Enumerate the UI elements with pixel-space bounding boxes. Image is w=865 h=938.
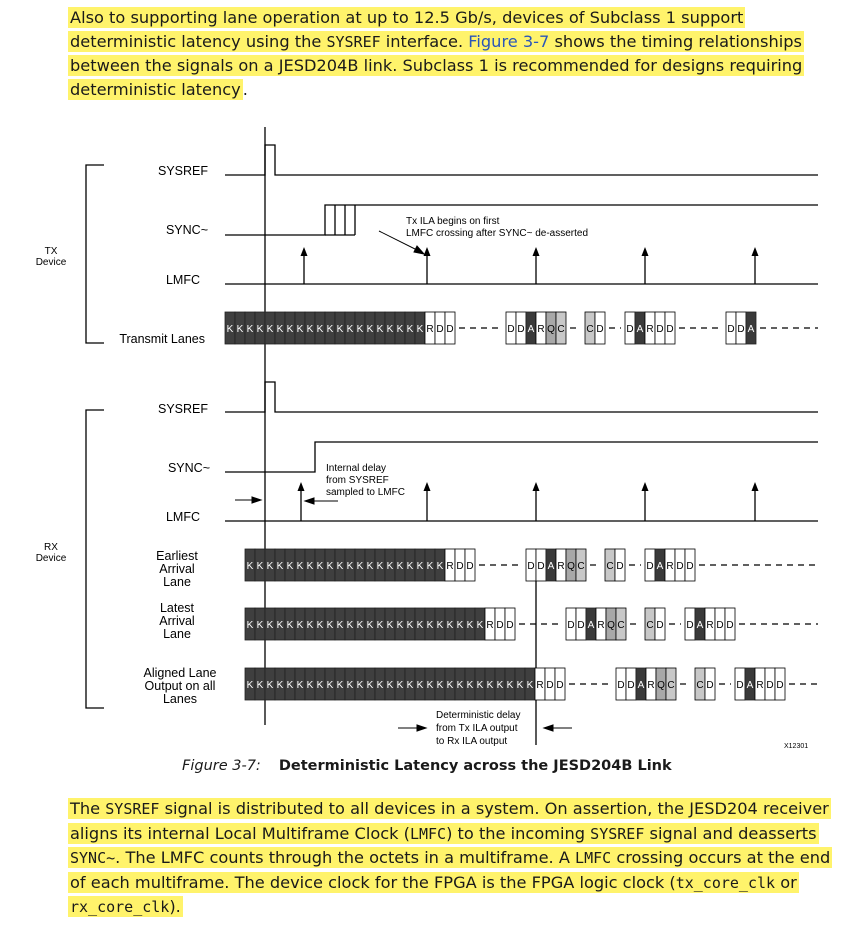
lmfc-pulse-icon <box>424 482 431 491</box>
earliest-arrival-stream <box>245 549 818 581</box>
octet-label: D <box>666 324 674 335</box>
intro-text: Also to supporting lane operation at up to 12.5 Gb/s, devices of Subclass 1 support deterministic latency using the <box>70 8 744 51</box>
octet-label: K <box>416 324 424 335</box>
octet-label: D <box>506 620 514 631</box>
tx-sysref-label: SYSREF <box>157 164 208 178</box>
octet-label: C <box>617 620 625 631</box>
octet-label: D <box>766 680 774 691</box>
octet-label: D <box>706 680 714 691</box>
p2-text-1: The <box>70 799 106 818</box>
octet-label: K <box>226 324 234 335</box>
octet-label: A <box>547 561 555 572</box>
latest-arrival-stream <box>245 608 818 640</box>
p2-code-lmfc-2: LMFC <box>575 849 612 867</box>
octet-label: K <box>246 561 254 572</box>
octet-label: Q <box>547 324 555 335</box>
octet-label: D <box>556 680 564 691</box>
octet-label: K <box>326 324 334 335</box>
octet-label: K <box>246 620 254 631</box>
octet-label: K <box>266 324 274 335</box>
octet-label: K <box>416 620 424 631</box>
internal-delay-annotation: Internal delay from SYSREF sampled to LMFC <box>326 463 405 498</box>
octet-label: D <box>446 324 454 335</box>
octet-label: D <box>577 620 585 631</box>
octet-label: K <box>366 324 374 335</box>
octet-label: K <box>326 620 334 631</box>
p2-code-tx-clk: tx_core_clk <box>675 873 776 892</box>
lmfc-pulse-icon <box>752 247 759 256</box>
octet-label: R <box>426 324 434 335</box>
p2-text-8: ). <box>169 897 181 916</box>
octet-label: K <box>386 324 394 335</box>
octet-label: K <box>386 620 394 631</box>
p2-code-lmfc: LMFC <box>409 824 447 843</box>
tx-sync-label: SYNC~ <box>165 223 208 237</box>
octet-label: K <box>296 324 304 335</box>
octet-label: A <box>587 620 595 631</box>
octet-label: K <box>456 680 464 691</box>
octet-label: K <box>426 680 434 691</box>
octet-label: C <box>646 620 654 631</box>
octet-label: D <box>727 324 735 335</box>
octet-label: K <box>376 324 384 335</box>
octet-label: C <box>606 561 614 572</box>
octet-label: K <box>356 561 364 572</box>
octet-label: K <box>406 324 414 335</box>
octet-label: K <box>366 620 374 631</box>
octet-label: K <box>386 561 394 572</box>
octet-label: K <box>276 561 284 572</box>
octet-label: K <box>256 324 264 335</box>
lmfc-pulse-icon <box>533 482 540 491</box>
p2-code-sync: SYNC~ <box>70 849 116 867</box>
rx-bracket <box>86 410 104 708</box>
octet-label: K <box>306 561 314 572</box>
p2-text-2: signal is distributed to all devices in a system. On assertion, the JESD204 receiver aligns its internal Local Multiframe Clock ( <box>70 799 829 843</box>
tx-device-label: TX Device <box>35 246 67 268</box>
tx-lmfc-label: LMFC <box>165 273 200 287</box>
octet-label: K <box>516 680 524 691</box>
tx-lmfc-pulses <box>301 247 759 284</box>
octet-label: K <box>336 620 344 631</box>
intro-paragraph <box>68 6 838 101</box>
figure-number: Figure 3-7: <box>182 758 261 774</box>
lmfc-pulse-icon <box>298 482 305 491</box>
rx-lmfc-label: LMFC <box>165 510 200 524</box>
octet-label: R <box>646 324 654 335</box>
octet-label: K <box>296 561 304 572</box>
octet-label: K <box>416 561 424 572</box>
deterministic-delay-annotation: Deterministic delay from Tx ILA output to Rx ILA output <box>436 710 521 747</box>
octet-label: K <box>356 324 364 335</box>
lmfc-pulse-icon <box>533 247 540 256</box>
rx-sync-label: SYNC~ <box>167 461 210 475</box>
octet-label: D <box>507 324 515 335</box>
octet-label: C <box>577 561 585 572</box>
tx-ila-annotation: Tx ILA begins on first LMFC crossing after SYNC~ de-asserted <box>406 216 589 239</box>
tx-sysref-wave <box>225 145 818 175</box>
octet-label: K <box>496 680 504 691</box>
octet-label: D <box>546 680 554 691</box>
octet-label: K <box>346 620 354 631</box>
octet-label: K <box>416 680 424 691</box>
octet-label: K <box>396 324 404 335</box>
octet-label: K <box>266 680 274 691</box>
octet-label: A <box>636 324 644 335</box>
octet-label: D <box>626 324 634 335</box>
figure-id: X12301 <box>784 743 809 750</box>
intro-text-3: shows the timing relationships between the signals on a JESD204B link. Subclass 1 is recommended for designs requiring deterministic latency <box>70 31 803 99</box>
p2-code-rx-clk: rx_core_clk <box>70 898 170 916</box>
octet-label: K <box>376 561 384 572</box>
octet-label: K <box>476 680 484 691</box>
octet-label: A <box>746 680 754 691</box>
octet-label: K <box>426 561 434 572</box>
octet-label: R <box>557 561 565 572</box>
figure-link[interactable]: Figure 3-7 <box>468 31 550 51</box>
octet-label: K <box>526 680 534 691</box>
octet-label: K <box>246 680 254 691</box>
octet-label: K <box>316 324 324 335</box>
octet-label: D <box>716 620 724 631</box>
octet-label: R <box>446 561 454 572</box>
octet-label: K <box>396 620 404 631</box>
octet-label: R <box>756 680 764 691</box>
octet-label: D <box>676 561 684 572</box>
octet-label: Q <box>607 620 615 631</box>
octet-label: K <box>256 680 264 691</box>
octet-label: R <box>537 324 545 335</box>
octet-label: K <box>356 680 364 691</box>
octet-label: Q <box>567 561 575 572</box>
octet-label: K <box>276 620 284 631</box>
octet-label: K <box>376 680 384 691</box>
octet-label: K <box>396 680 404 691</box>
octet-label: D <box>436 324 444 335</box>
octet-label: D <box>686 561 694 572</box>
octet-label: A <box>747 324 755 335</box>
lmfc-pulse-icon <box>301 247 308 256</box>
octet-label: D <box>466 561 474 572</box>
lmfc-pulse-icon <box>642 247 649 256</box>
octet-label: R <box>706 620 714 631</box>
octet-label: K <box>306 680 314 691</box>
octet-label: K <box>376 620 384 631</box>
octet-label: D <box>737 324 745 335</box>
octet-label: K <box>466 680 474 691</box>
octet-label: K <box>296 620 304 631</box>
transmit-lanes-stream <box>225 312 818 344</box>
octet-label: K <box>246 324 254 335</box>
octet-label: K <box>336 561 344 572</box>
octet-label: K <box>406 561 414 572</box>
lmfc-pulse-icon <box>642 482 649 491</box>
octet-label: D <box>456 561 464 572</box>
aligned-lane-label: Aligned Lane Output on all Lanes <box>143 666 217 706</box>
octet-label: K <box>286 680 294 691</box>
latest-arrival-label: Latest Arrival Lane <box>159 601 195 641</box>
octet-label: K <box>476 620 484 631</box>
octet-label: K <box>316 561 324 572</box>
octet-label: K <box>396 561 404 572</box>
sysref-code: SYSREF <box>326 32 381 51</box>
octet-label: K <box>506 680 514 691</box>
octet-label: C <box>557 324 565 335</box>
octet-label: K <box>456 620 464 631</box>
octet-label: C <box>586 324 594 335</box>
octet-label: K <box>446 620 454 631</box>
octet-label: D <box>496 620 504 631</box>
octet-label: K <box>276 324 284 335</box>
octet-label: R <box>536 680 544 691</box>
octet-label: D <box>596 324 604 335</box>
octet-label: K <box>346 680 354 691</box>
aligned-lane-stream <box>245 668 818 700</box>
octet-label: K <box>296 680 304 691</box>
p2-code-sysref-2: SYSREF <box>590 824 645 843</box>
octet-label: D <box>617 680 625 691</box>
octet-label: K <box>306 324 314 335</box>
rx-sysref-label: SYSREF <box>157 402 208 416</box>
timing-diagram <box>0 118 865 758</box>
octet-label: K <box>346 324 354 335</box>
p2-code-sysref: SYSREF <box>105 800 160 818</box>
p2-text-3: ) to the incoming <box>446 823 591 843</box>
octet-label: D <box>726 620 734 631</box>
lmfc-pulse-icon <box>752 482 759 491</box>
octet-label: R <box>647 680 655 691</box>
p2-text-4: signal and deasserts <box>644 823 817 843</box>
octet-label: D <box>527 561 535 572</box>
octet-label: K <box>436 620 444 631</box>
octet-label: K <box>286 324 294 335</box>
octet-label: D <box>646 561 654 572</box>
octet-label: K <box>356 620 364 631</box>
octet-label: K <box>236 324 244 335</box>
rx-sync-wave <box>225 442 818 472</box>
octet-label: K <box>316 620 324 631</box>
rx-device-label: RX Device <box>35 542 67 564</box>
p2-text-6: crossing occurs at the end of each multiframe. The device clock for the FPGA is the FPGA logic clock ( <box>70 848 831 892</box>
octet-label: K <box>276 680 284 691</box>
octet-label: D <box>686 620 694 631</box>
octet-label: D <box>776 680 784 691</box>
octet-label: A <box>527 324 535 335</box>
octet-label: K <box>256 620 264 631</box>
octet-label: D <box>517 324 525 335</box>
octet-label: D <box>736 680 744 691</box>
intro-text-2: interface. <box>380 31 469 51</box>
earliest-arrival-label: Earliest Arrival Lane <box>156 549 198 589</box>
octet-label: A <box>696 620 704 631</box>
octet-label: C <box>696 680 704 691</box>
lmfc-pulse-icon <box>424 247 431 256</box>
p2-text-7: or <box>775 872 797 892</box>
octet-label: K <box>466 620 474 631</box>
octet-label: K <box>446 680 454 691</box>
octet-label: K <box>406 680 414 691</box>
figure-title: Deterministic Latency across the JESD204B Link <box>278 758 672 774</box>
octet-label: K <box>286 561 294 572</box>
octet-label: K <box>346 561 354 572</box>
figure-caption <box>182 758 672 774</box>
octet-label: D <box>656 324 664 335</box>
octet-label: C <box>667 680 675 691</box>
octet-label: K <box>286 620 294 631</box>
transmit-lanes-label: Transmit Lanes <box>119 332 205 346</box>
tx-bracket <box>86 165 104 343</box>
octet-label: R <box>597 620 605 631</box>
octet-label: A <box>637 680 645 691</box>
octet-label: K <box>366 561 374 572</box>
octet-label: K <box>406 620 414 631</box>
octet-label: K <box>436 561 444 572</box>
octet-label: K <box>336 680 344 691</box>
octet-label: K <box>266 620 274 631</box>
octet-label: K <box>336 324 344 335</box>
octet-label: R <box>666 561 674 572</box>
intro-period: . <box>242 79 248 99</box>
octet-label: K <box>486 680 494 691</box>
p2-text-5: . The LMFC counts through the octets in a multiframe. A <box>115 848 576 867</box>
octet-label: K <box>256 561 264 572</box>
octet-label: K <box>436 680 444 691</box>
octet-label: K <box>306 620 314 631</box>
octet-label: K <box>326 680 334 691</box>
rx-sysref-wave <box>225 382 818 412</box>
octet-label: D <box>537 561 545 572</box>
octet-label: K <box>316 680 324 691</box>
octet-label: K <box>266 561 274 572</box>
octet-label: K <box>386 680 394 691</box>
octet-label: D <box>567 620 575 631</box>
octet-label: K <box>366 680 374 691</box>
octet-label: D <box>656 620 664 631</box>
octet-label: D <box>616 561 624 572</box>
octet-label: D <box>627 680 635 691</box>
octet-label: R <box>486 620 494 631</box>
octet-label: A <box>656 561 664 572</box>
octet-label: K <box>426 620 434 631</box>
octet-label: Q <box>657 680 665 691</box>
octet-label: K <box>326 561 334 572</box>
sysref-paragraph <box>68 797 838 920</box>
